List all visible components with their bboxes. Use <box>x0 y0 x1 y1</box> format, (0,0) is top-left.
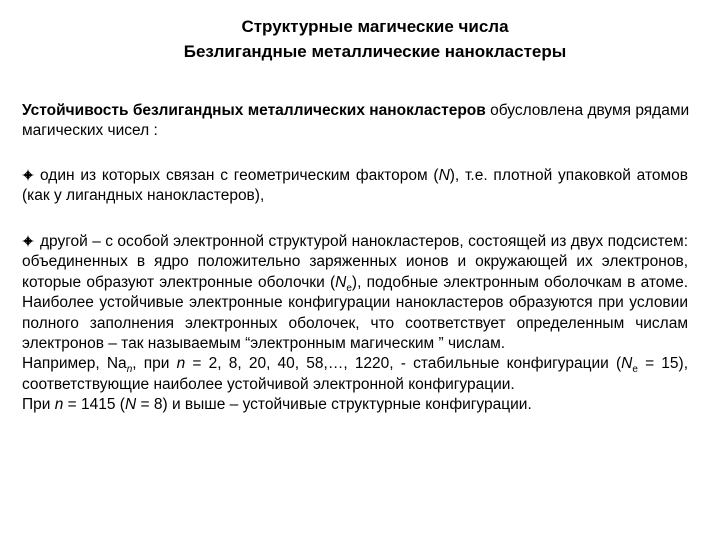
example-text-a: Например, Na <box>22 355 127 373</box>
last-text-b: = 1415 ( <box>63 396 125 414</box>
bullet-geometric-factor <box>22 166 688 207</box>
bullet1-text-b: ), т.е. плотной упаковкой атомов (как у лигандных нанокластеров), <box>22 167 688 205</box>
last-var-ne: N <box>124 396 137 414</box>
example-var-n: n <box>176 355 186 373</box>
page-title <box>0 14 720 64</box>
last-text-a: При <box>22 396 55 414</box>
diamond-bullet-icon <box>22 235 34 247</box>
last-var-n: n <box>54 396 64 414</box>
bullet1-var-n: N <box>438 167 450 184</box>
example-text-c: = 2, 8, 20, 40, 58,…, 1220, - стабильные конфигурации ( <box>185 355 622 373</box>
example-text-b: , при <box>132 355 177 373</box>
example-var-ne: N <box>621 355 633 373</box>
bullet-electronic-structure <box>22 232 688 416</box>
bullet2-text-b: ), подобные электронным оболочкам в атоме. Наиболее устойчивые электронные конфигурации нанокластеров образуются при условии полного заполнения электронных оболочек, что соответствует определенным числам электронов – так называемым “электронным магическим ” числам. <box>22 273 688 353</box>
last-text-c: = 8) и выше – устойчивые структурные конфигурации. <box>136 396 532 414</box>
intro-paragraph <box>22 101 692 141</box>
intro-rest-text: обусловлена двумя рядами магических чисел : <box>22 102 690 139</box>
title-line-1: Структурные магические числа <box>241 17 509 36</box>
diamond-bullet-icon <box>22 169 34 181</box>
example-sub-n: n <box>126 364 133 376</box>
bullet2-sub-e: e <box>346 282 352 294</box>
title-line-2: Безлигандные металлические нанокластеры <box>183 42 567 61</box>
example-text-d: = 15), соответствующие наиболее устойчивой электронной конфигурации. <box>22 355 689 393</box>
bullet2-var-n: N <box>335 273 347 291</box>
bullet2-text-a: другой – с особой электронной структурой нанокластеров, состоящей из двух подсистем: объединенных в ядро положительно заряженных ионов и окружающей их электронов, которые образуют электронные оболочки ( <box>22 233 688 291</box>
bullet1-text-a: один из которых связан с геометрическим фактором ( <box>40 167 439 184</box>
intro-bold-text: Устойчивость безлигандных металлических нанокластеров <box>22 102 486 119</box>
example-sub-e: e <box>632 364 638 376</box>
